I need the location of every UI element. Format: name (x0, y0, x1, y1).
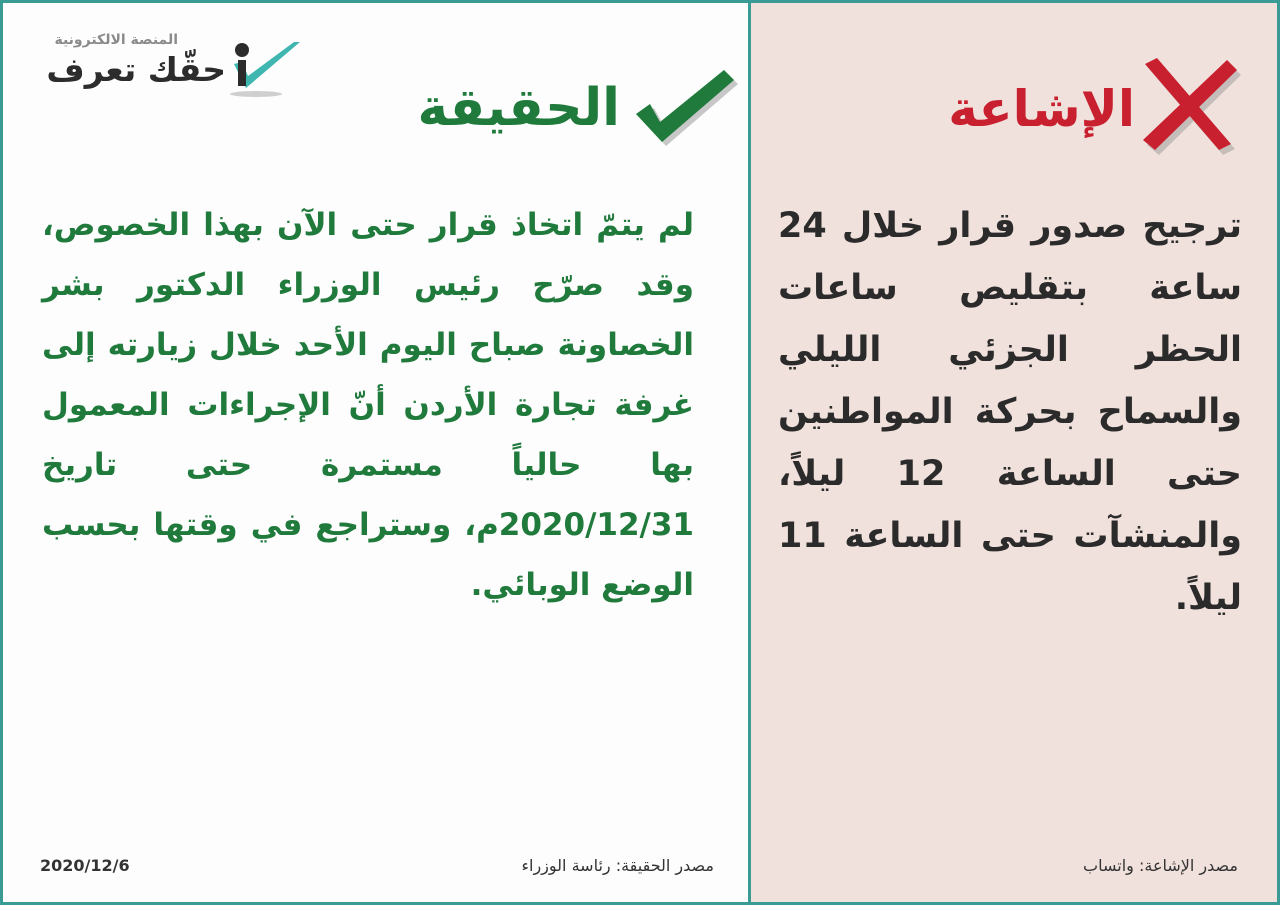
logo-name: حقّك تعرف (46, 50, 226, 89)
truth-heading: الحقيقة (417, 78, 620, 138)
platform-logo (36, 30, 306, 102)
rumor-source: مصدر الإشاعة: واتساب (1083, 856, 1238, 875)
logo-subtitle: المنصة الالكترونية (54, 32, 178, 48)
truth-text: لم يتمّ اتخاذ قرار حتى الآن بهذا الخصوص، وقد صرّح رئيس الوزراء الدكتور بشر الخصاونة صباح اليوم الأحد خلال زيارته إلى غرفة تجارة الأردن أنّ الإجراءات المعمول بها حالياً مستمرة حتى تاريخ 2020/12/31م، وستراجع في وقتها بحسب الوضع الوبائي. (42, 207, 694, 603)
rumor-heading: الإشاعة (948, 80, 1135, 138)
check-icon (628, 62, 738, 147)
x-icon (1135, 58, 1243, 158)
truth-source: مصدر الحقيقة: رئاسة الوزراء (521, 856, 714, 875)
checkmark-person-icon (226, 36, 304, 102)
publish-date: 2020/12/6 (40, 856, 130, 875)
rumor-text: ترجيح صدور قرار خلال 24 ساعة بتقليص ساعات الحظر الجزئي الليلي والسماح بحركة المواطنين حتى الساعة 12 ليلاً، والمنشآت حتى الساعة 11 ليلاً. (778, 206, 1242, 618)
